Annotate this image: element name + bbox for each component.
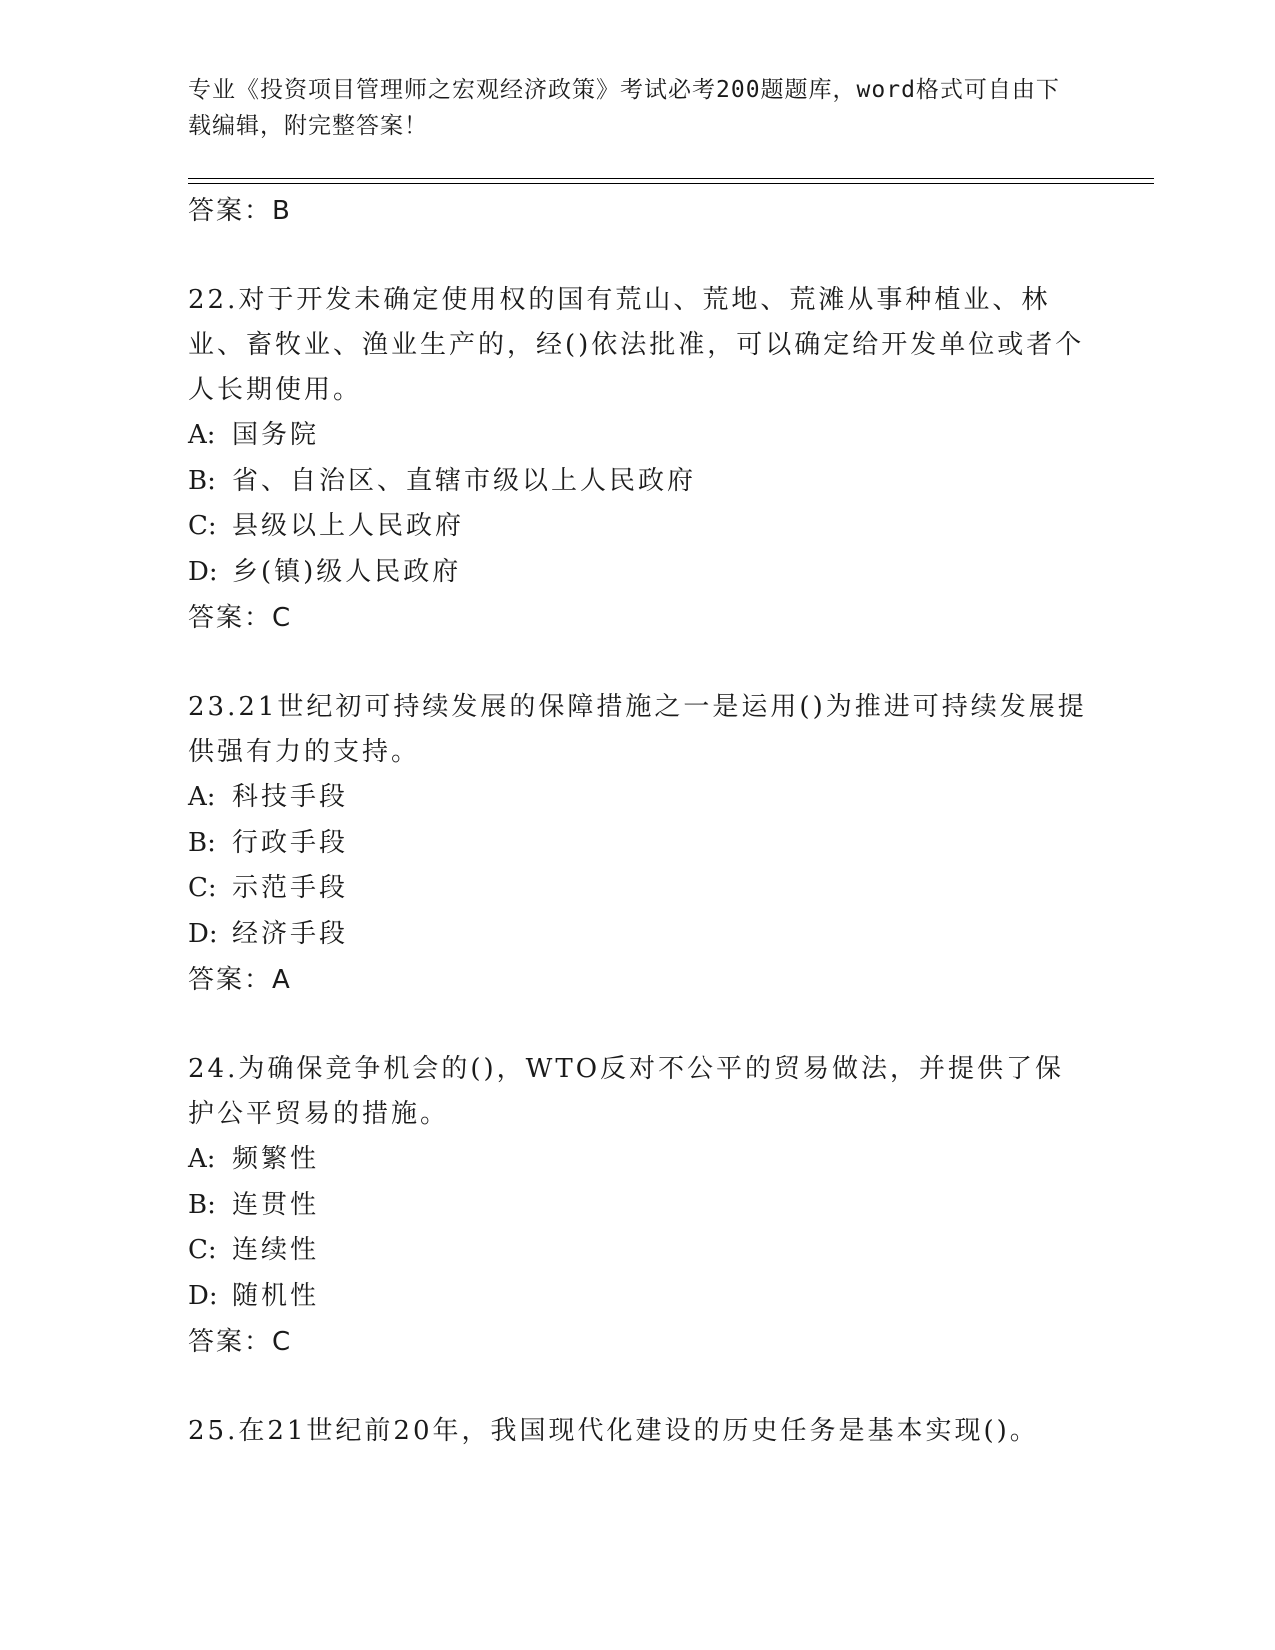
question-stem: 22.对于开发未确定使用权的国有荒山、荒地、荒滩从事种植业、林业、畜牧业、渔业生产的，经()依法批准，可以确定给开发单位或者个人长期使用。: [188, 285, 1085, 405]
option-d: [188, 912, 1088, 958]
option-letter: C:: [188, 511, 217, 541]
option-text: 示范手段: [232, 873, 349, 903]
option-letter: C:: [188, 1235, 217, 1265]
option-c: [188, 504, 1088, 550]
document-header: 专业《投资项目管理师之宏观经济政策》考试必考200题题库，word格式可自由下载编辑，附完整答案！: [188, 77, 1060, 139]
option-text: 经济手段: [232, 918, 349, 949]
option-letter: A:: [188, 1144, 216, 1174]
option-text: 行政手段: [232, 827, 349, 858]
option-a: [188, 1137, 1088, 1183]
option-text: 乡(镇)级人民政府: [232, 556, 462, 587]
question-stem: 24.为确保竞争机会的()，WTO反对不公平的贸易做法，并提供了保护公平贸易的措施。: [188, 1054, 1065, 1129]
option-b: [188, 459, 1088, 505]
header-divider-top: [188, 178, 1154, 179]
option-a: [188, 775, 1088, 821]
question-23: [188, 685, 1088, 1003]
answer-line: 答案：B: [188, 196, 292, 226]
option-letter: A:: [188, 782, 216, 812]
question-stem: 25.在21世纪前20年，我国现代化建设的历史任务是基本实现()。: [188, 1416, 1039, 1446]
option-letter: D:: [188, 1280, 218, 1311]
option-text: 随机性: [232, 1280, 320, 1311]
option-letter: C:: [188, 873, 217, 903]
option-letter: A:: [188, 420, 216, 450]
option-letter: D:: [188, 918, 218, 949]
document-body: [188, 188, 1088, 1454]
question-22: [188, 278, 1088, 641]
option-text: 连贯性: [232, 1189, 320, 1220]
option-d: [188, 1274, 1088, 1320]
answer-line: 答案：C: [188, 1327, 293, 1357]
option-a: [188, 413, 1088, 459]
question-25: [188, 1409, 1088, 1454]
option-text: 县级以上人民政府: [232, 511, 465, 541]
question-stem: 23.21世纪初可持续发展的保障措施之一是运用()为推进可持续发展提供强有力的支持。: [188, 692, 1087, 767]
option-text: 省、自治区、直辖市级以上人民政府: [232, 465, 697, 496]
answer-line: 答案：C: [188, 603, 293, 633]
option-c: [188, 866, 1088, 912]
option-letter: B:: [188, 827, 216, 858]
option-text: 科技手段: [232, 782, 349, 812]
answer-line: 答案：A: [188, 965, 292, 995]
option-b: [188, 821, 1088, 867]
option-text: 国务院: [232, 420, 320, 450]
option-letter: D:: [188, 556, 218, 587]
option-b: [188, 1183, 1088, 1229]
question-24: [188, 1047, 1088, 1365]
option-letter: B:: [188, 465, 216, 496]
option-text: 频繁性: [232, 1144, 320, 1174]
option-d: [188, 550, 1088, 596]
header-divider-bottom: [188, 183, 1154, 184]
option-letter: B:: [188, 1189, 216, 1220]
option-c: [188, 1228, 1088, 1274]
option-text: 连续性: [232, 1235, 320, 1265]
